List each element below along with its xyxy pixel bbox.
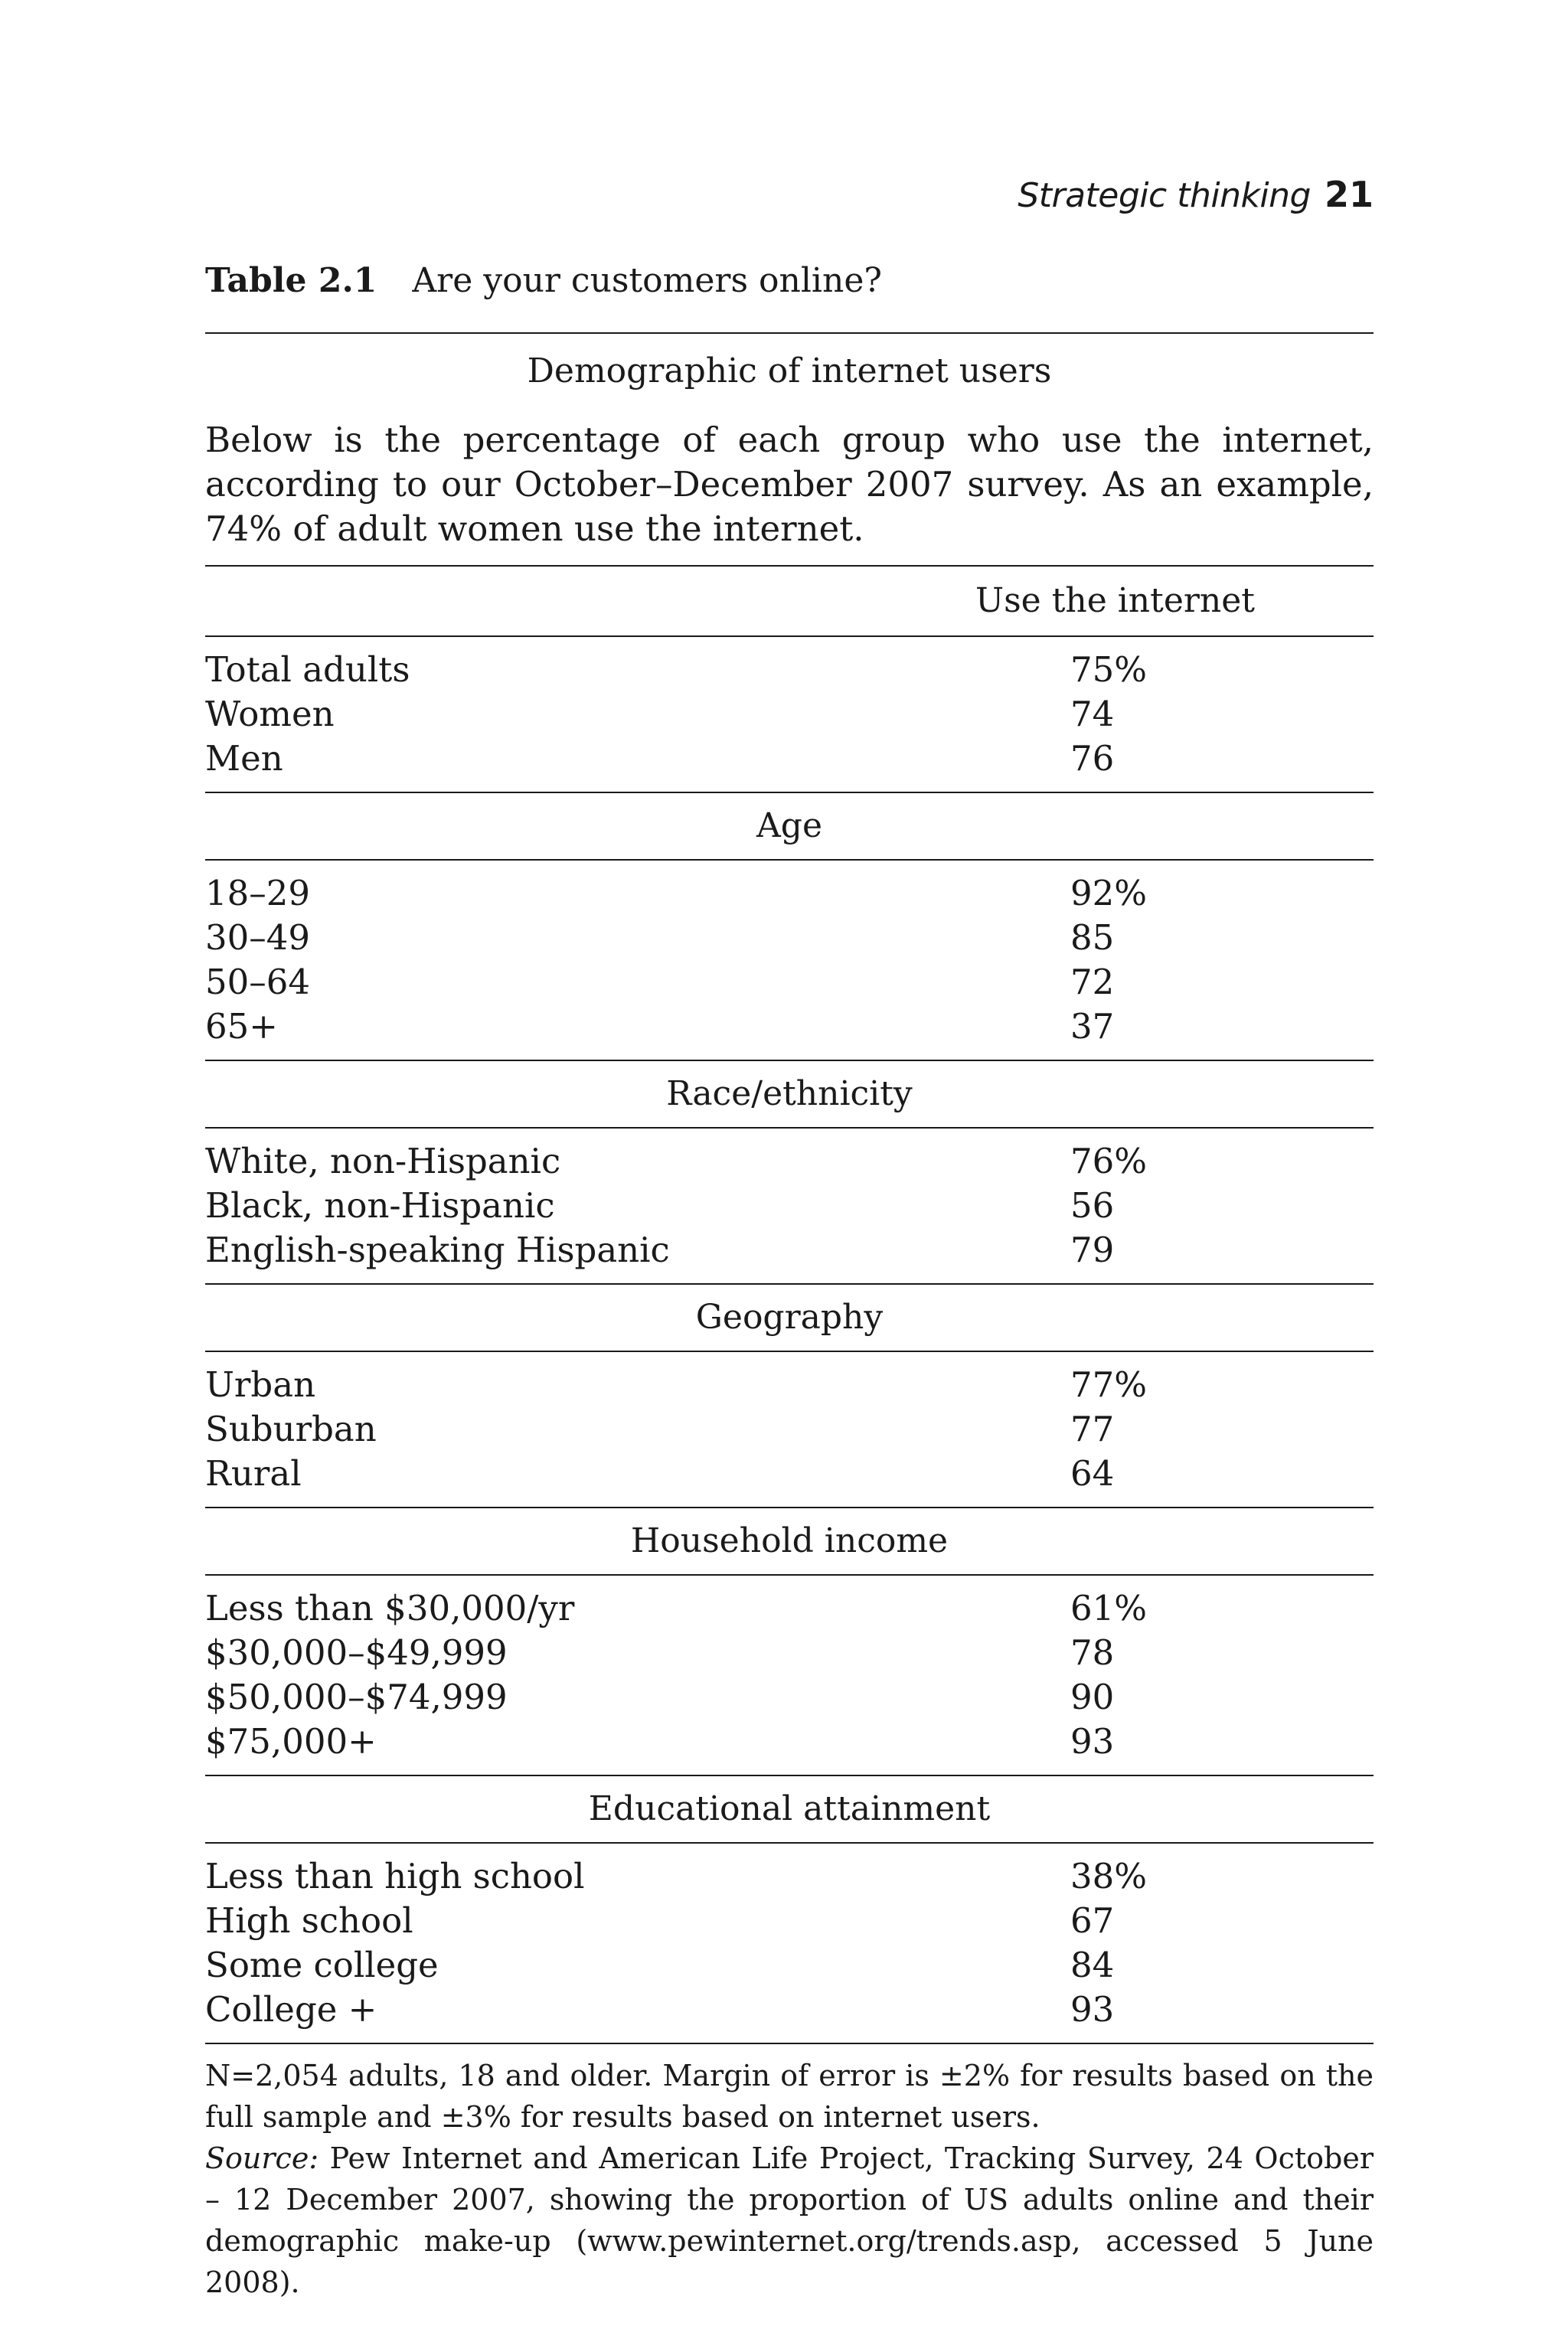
row-value: 85 <box>1070 917 1115 958</box>
row-value: 56 <box>1070 1185 1115 1226</box>
section-rows-income <box>205 1576 1374 1775</box>
row-label: 18–29 <box>205 873 311 913</box>
table-row <box>205 960 1374 1004</box>
row-label: Suburban <box>205 1409 377 1449</box>
row-label: Some college <box>205 1945 439 1985</box>
row-value: 76 <box>1070 738 1115 779</box>
overall-rows <box>205 637 1374 792</box>
section-heading-geography: Geography <box>695 1298 884 1337</box>
row-label: Less than $30,000/yr <box>205 1588 575 1628</box>
row-label: Black, non-Hispanic <box>205 1185 555 1226</box>
column-header-label: Use the internet <box>975 581 1255 620</box>
table-row <box>205 1228 1374 1272</box>
table-footnote <box>205 2044 1374 2303</box>
row-label: Rural <box>205 1453 302 1494</box>
row-value: 67 <box>1070 1900 1115 1941</box>
table-row <box>205 916 1374 960</box>
demographics-table <box>205 332 1374 2303</box>
source-text: Pew Internet and American Life Project, Tracking Survey, 24 October – 12 December 2007, showing the proportion of US adults online and their demographic make-up (www.pewinternet.org/trends.asp, accessed 5 June 2008). <box>205 2141 1374 2299</box>
sample-note: N=2,054 adults, 18 and older. Margin of error is ±2% for results based on the full sample and ±3% for results based on internet users. <box>205 2059 1374 2134</box>
row-value: 74 <box>1070 694 1115 734</box>
table-row <box>205 1631 1374 1675</box>
row-value: 92% <box>1070 873 1148 913</box>
section-rows-age <box>205 861 1374 1060</box>
source-label: Source: <box>205 2141 319 2175</box>
table-row <box>205 1586 1374 1631</box>
table-title: Are your customers online? <box>412 261 882 300</box>
row-value: 37 <box>1070 1006 1115 1047</box>
row-value: 75% <box>1070 649 1148 690</box>
row-label: $75,000+ <box>205 1721 377 1762</box>
table-row <box>205 871 1374 916</box>
row-label: $30,000–$49,999 <box>205 1632 508 1673</box>
table-row <box>205 1363 1374 1407</box>
row-label: Urban <box>205 1364 316 1405</box>
row-value: 61% <box>1070 1588 1148 1628</box>
row-value: 77 <box>1070 1409 1115 1449</box>
row-value: 90 <box>1070 1677 1115 1717</box>
source-note <box>205 2138 1374 2303</box>
table-row <box>205 1139 1374 1184</box>
row-label: 30–49 <box>205 917 311 958</box>
page-number: 21 <box>1324 174 1374 215</box>
row-value: 93 <box>1070 1989 1115 2030</box>
table-heading: Demographic of internet users <box>527 351 1052 390</box>
row-label: Women <box>205 694 335 734</box>
table-caption <box>205 260 882 302</box>
table-row <box>205 1675 1374 1720</box>
row-label: English-speaking Hispanic <box>205 1230 670 1270</box>
row-value: 93 <box>1070 1721 1115 1762</box>
running-title: Strategic thinking <box>1018 176 1311 215</box>
section-rows-race <box>205 1129 1374 1283</box>
section-heading-education: Educational attainment <box>588 1789 991 1828</box>
section-heading-age: Age <box>756 806 822 845</box>
row-label: Less than high school <box>205 1856 585 1896</box>
row-value: 72 <box>1070 962 1115 1002</box>
row-value: 78 <box>1070 1632 1115 1673</box>
row-value: 77% <box>1070 1364 1148 1405</box>
row-label: Total adults <box>205 649 410 690</box>
section-heading-income: Household income <box>630 1521 949 1560</box>
table-row <box>205 1899 1374 1943</box>
row-value: 79 <box>1070 1230 1115 1270</box>
table-row <box>205 737 1374 781</box>
row-label: $50,000–$74,999 <box>205 1677 508 1717</box>
table-row <box>205 1943 1374 1988</box>
table-label: Table 2.1 <box>205 261 377 300</box>
row-value: 38% <box>1070 1856 1148 1896</box>
table-intro: Below is the percentage of each group who use the internet, according to our October–December 2007 survey. As an example, 74% of adult women use the internet. <box>205 420 1374 549</box>
row-label: College + <box>205 1989 377 2030</box>
section-rows-geography <box>205 1352 1374 1507</box>
column-header <box>205 567 1374 635</box>
table-row <box>205 1720 1374 1764</box>
row-value: 84 <box>1070 1945 1115 1985</box>
table-row <box>205 1452 1374 1496</box>
table-row <box>205 1184 1374 1228</box>
row-label: 50–64 <box>205 962 311 1002</box>
row-value: 64 <box>1070 1453 1115 1494</box>
row-label: High school <box>205 1900 413 1941</box>
section-rows-education <box>205 1844 1374 2043</box>
section-heading-race: Race/ethnicity <box>666 1074 913 1113</box>
table-row <box>205 1407 1374 1452</box>
row-label: Men <box>205 738 283 779</box>
table-row <box>205 692 1374 737</box>
table-row <box>205 1988 1374 2032</box>
row-label: 65+ <box>205 1006 278 1047</box>
table-row <box>205 648 1374 692</box>
row-value: 76% <box>1070 1141 1148 1181</box>
row-label: White, non-Hispanic <box>205 1141 561 1181</box>
running-header <box>1018 175 1374 216</box>
table-row <box>205 1004 1374 1049</box>
table-row <box>205 1854 1374 1899</box>
